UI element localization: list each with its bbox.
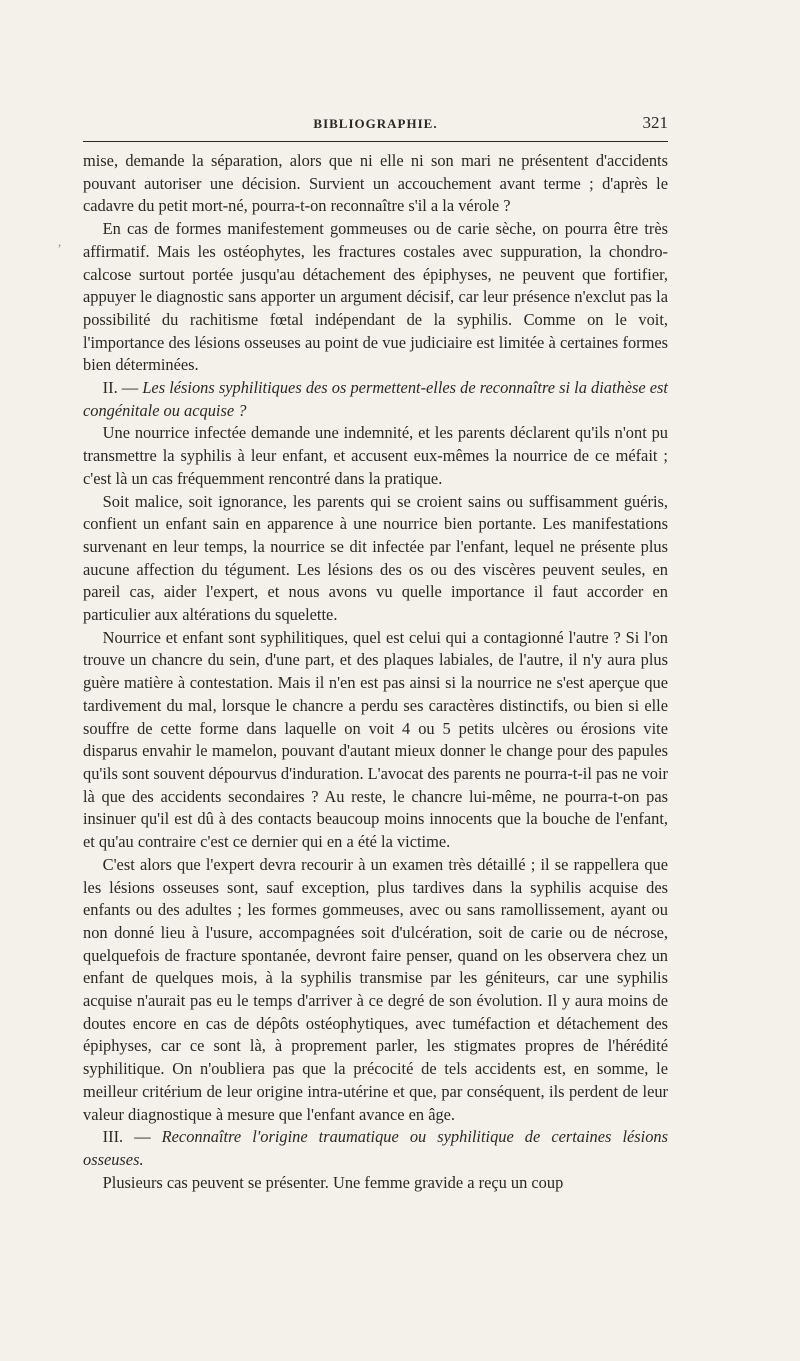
section-title: Reconnaître l'origine traumatique ou syphilitique de certaines lésions osseuses. [83,1127,668,1169]
paragraph: C'est alors que l'expert devra recourir à un examen très détaillé ; il se rappellera que les lésions osseuses sont, sauf exception, plus tardives dans la syphilis acquise des enfants ou des adultes ; les formes gommeuses, avec ou sans ramollissement, ayant ou non donné lieu à l'usure, accompagnées soit d'ulcération, soit de carie ou de nécrose, quelquefois de fracture spontanée, devront faire penser, quand on les observera chez un enfant de quelques mois, à la syphilis transmise par les géniteurs, car une syphilis acquise n'aurait pas eu le temps d'arriver à ce degré de son évolution. Il y aura moins de doutes encore en cas de dépôts ostéophytiques, avec tuméfaction et détachement des épiphyses, car ce sont là, à proprement parler, les stigmates propres de l'hérédité syphilitique. On n'oubliera pas que la précocité de tels accidents est, en somme, le meilleur critérium de leur origine intra-utérine et que, par conséquent, ils perdent de leur valeur diagnostique à mesure que l'enfant avance en âge. [83,854,668,1124]
section-heading [83,377,668,422]
body-text [83,150,668,1194]
header-title: BIBLIOGRAPHIE. [313,116,438,131]
running-head [83,113,668,136]
section-number: III. — [102,1127,162,1147]
paragraph: Nourrice et enfant sont syphilitiques, quel est celui qui a contagionné l'autre ? Si l'on trouve un chancre du sein, d'une part, et des plaques labiales, de l'autre, il n'y aura plus guère matière à contestation. Mais il n'en est pas ainsi si la nourrice ne s'est aperçue que tardivement du mal, lorsque le chancre a perdu ses caractères distinctifs, ou bien si elle souffre de cette forme dans laquelle on voit 4 ou 5 petits ulcères ou érosions vite disparus envahir le mamelon, pouvant d'autant mieux donner le change pour des papules qu'ils sont souvent dépourvus d'induration. L'avocat des parents ne pourra-t-il pas ne voir là que des accidents secondaires ? Au reste, le chancre lui-même, ne pourra-t-on pas insinuer qu'il est dû à des contacts beaucoup moins innocents que la bouche de l'enfant, et qu'au contraire c'est ce dernier qui en a été la victime. [83,627,668,852]
section-title: Les lésions syphilitiques des os permettent-elles de reconnaître si la diathèse est congénitale ou acquise ? [83,378,668,420]
paragraph: Plusieurs cas peuvent se présenter. Une femme gravide a reçu un coup [102,1172,564,1192]
section-heading [83,1126,668,1171]
paragraph: En cas de formes manifestement gommeuses ou de carie sèche, on pourra être très affirmatif. Mais les ostéophytes, les fractures costales avec suppuration, la chondro-calcose surtout portée jusqu'au détachement des épiphyses, ne peuvent que fortifier, appuyer le diagnostic sans apporter un argument décisif, car leur présence n'exclut pas la possibilité du rachitisme fœtal indépendant de la syphilis. Comme on le voit, l'importance des lésions osseuses au point de vue judiciaire est limitée à certaines formes bien déterminées. [83,219,668,375]
paragraph: Une nourrice infectée demande une indemnité, et les parents déclarent qu'ils n'ont pu transmettre la syphilis à leur enfant, et accusent eux-mêmes la nourrice de ce méfait ; c'est là un cas fréquemment rencontré dans la pratique. [83,423,668,488]
section-number: II. — [102,378,143,398]
header-rule [83,141,668,142]
paragraph: Soit malice, soit ignorance, les parents qui se croient sains ou suffisamment guéris, confient un enfant sain en apparence à une nourrice bien portante. Les manifestations survenant en leur temps, la nourrice se dit infectée par l'enfant, lequel ne présente plus aucune affection du tégument. Les lésions des os ou des viscères peuvent seules, en pareil cas, aider l'expert, et nous avons vu quelle importance il faut accorder en particulier aux altérations du squelette. [83,491,668,625]
page-number: 321 [642,113,668,132]
margin-mark: , [58,234,62,249]
paragraph: mise, demande la séparation, alors que ni elle ni son mari ne présentent d'accidents pouvant autoriser une décision. Survient un accouchement avant terme ; d'après le cadavre du petit mort-né, pourra-t-on reconnaître s'il a la vérole ? [83,151,668,216]
